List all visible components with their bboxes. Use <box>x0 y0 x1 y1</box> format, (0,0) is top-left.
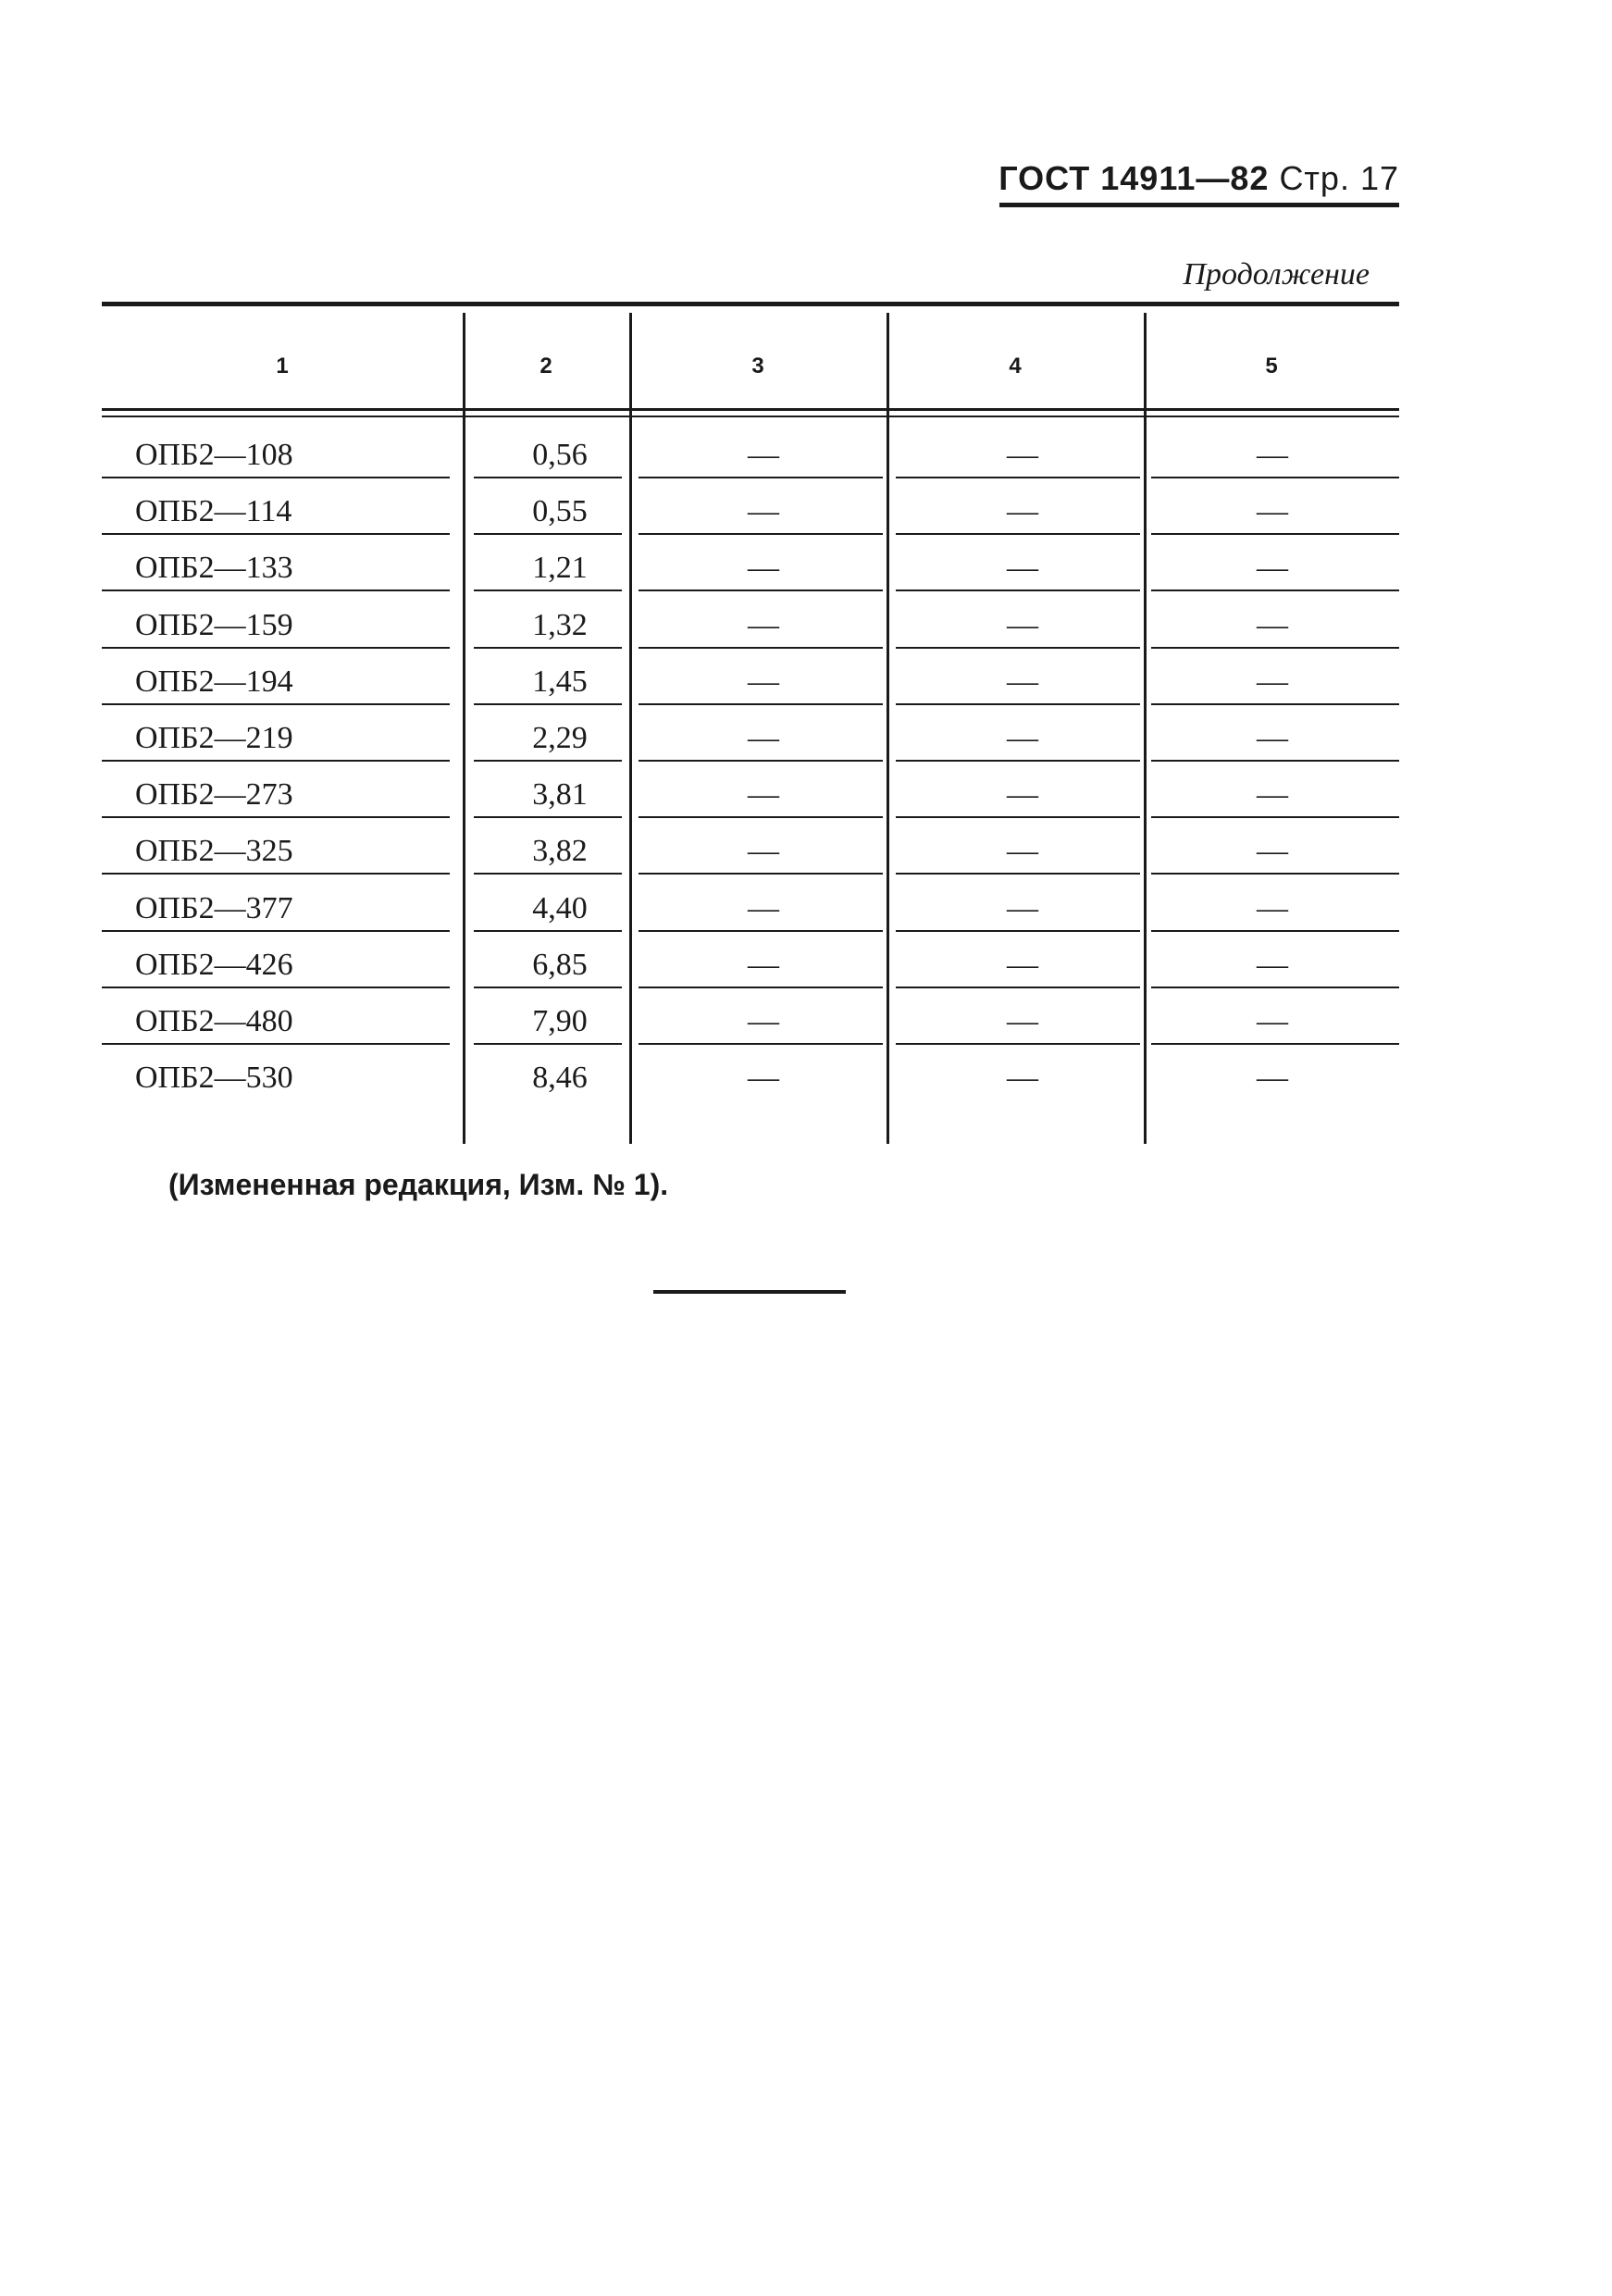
table-cell-col-4: — <box>1007 721 1038 755</box>
table-cell-col-4: — <box>1007 551 1038 586</box>
table-cell-col-4: — <box>1007 1061 1038 1096</box>
table-cell-col-2: 3,81 <box>532 777 588 813</box>
header-rule <box>999 203 1399 207</box>
table-cell-col-1: ОПБ2—377 <box>135 890 293 925</box>
table-cell-col-4: — <box>1007 834 1038 869</box>
table-row <box>102 818 1399 875</box>
column-header-2: 2 <box>539 354 552 379</box>
table-cell-col-5: — <box>1257 834 1288 869</box>
table-cell-col-2: 1,32 <box>532 607 588 642</box>
table-cell-col-1: ОПБ2—325 <box>135 834 293 869</box>
table-cell-col-2: 8,46 <box>532 1061 588 1096</box>
table-cell-col-4: — <box>1007 664 1038 699</box>
table-cell-col-4: — <box>1007 494 1038 529</box>
table-row <box>102 762 1399 818</box>
table-cell-col-2: 3,82 <box>532 834 588 869</box>
table-cell-col-3: — <box>748 890 779 925</box>
page-number: Стр. 17 <box>1279 159 1399 197</box>
table-cell-col-3: — <box>748 721 779 755</box>
table-cell-col-3: — <box>748 1004 779 1038</box>
table-cell-col-2: 7,90 <box>532 1004 588 1038</box>
header-rule-top <box>102 408 1399 411</box>
table-cell-col-4: — <box>1007 1004 1038 1038</box>
table-cell-col-3: — <box>748 494 779 529</box>
table-cell-col-2: 1,21 <box>532 551 588 586</box>
table-row <box>102 875 1399 932</box>
table-cell-col-2: 4,40 <box>532 890 588 925</box>
table-row <box>102 478 1399 535</box>
table-cell-col-3: — <box>748 834 779 869</box>
table-cell-col-5: — <box>1257 1061 1288 1096</box>
table-cell-col-5: — <box>1257 664 1288 699</box>
table-cell-col-3: — <box>748 438 779 472</box>
table-cell-col-1: ОПБ2—108 <box>135 438 293 472</box>
table-row <box>102 592 1399 649</box>
revision-note: (Измененная редакция, Изм. № 1). <box>168 1168 669 1201</box>
table-top-rule <box>102 302 1399 306</box>
standard-number: ГОСТ 14911—82 <box>998 159 1270 197</box>
continuation-label: Продолжение <box>1183 257 1370 292</box>
table-cell-col-5: — <box>1257 438 1288 472</box>
table-cell-col-2: 0,55 <box>532 494 588 529</box>
table-cell-col-1: ОПБ2—133 <box>135 551 293 586</box>
column-header-5: 5 <box>1265 354 1278 379</box>
table-cell-col-5: — <box>1257 947 1288 982</box>
table-cell-col-5: — <box>1257 890 1288 925</box>
table-cell-col-3: — <box>748 947 779 982</box>
table-cell-col-2: 6,85 <box>532 947 588 982</box>
table-cell-col-3: — <box>748 607 779 642</box>
table-cell-col-5: — <box>1257 1004 1288 1038</box>
table-cell-col-1: ОПБ2—114 <box>135 494 292 529</box>
table-cell-col-5: — <box>1257 721 1288 755</box>
table-row <box>102 422 1399 478</box>
table-cell-col-3: — <box>748 551 779 586</box>
table-cell-col-3: — <box>748 664 779 699</box>
table-row <box>102 705 1399 762</box>
table-row <box>102 535 1399 591</box>
table-cell-col-5: — <box>1257 494 1288 529</box>
column-header-4: 4 <box>1009 354 1022 379</box>
table-cell-col-2: 2,29 <box>532 721 588 755</box>
page-header <box>998 159 1399 198</box>
table-cell-col-4: — <box>1007 438 1038 472</box>
column-header-1: 1 <box>276 354 289 379</box>
table-cell-col-4: — <box>1007 777 1038 813</box>
table-cell-col-1: ОПБ2—426 <box>135 947 293 982</box>
table-cell-col-2: 0,56 <box>532 438 588 472</box>
data-table <box>102 302 1399 1144</box>
table-row <box>102 932 1399 988</box>
column-header-3: 3 <box>751 354 764 379</box>
table-cell-col-3: — <box>748 777 779 813</box>
table-cell-col-5: — <box>1257 551 1288 586</box>
table-cell-col-5: — <box>1257 607 1288 642</box>
table-row <box>102 988 1399 1045</box>
table-row <box>102 1045 1399 1101</box>
table-cell-col-2: 1,45 <box>532 664 588 699</box>
table-cell-col-1: ОПБ2—219 <box>135 721 293 755</box>
table-cell-col-4: — <box>1007 607 1038 642</box>
table-cell-col-1: ОПБ2—273 <box>135 777 293 813</box>
table-cell-col-1: ОПБ2—194 <box>135 664 293 699</box>
table-cell-col-4: — <box>1007 947 1038 982</box>
table-cell-col-5: — <box>1257 777 1288 813</box>
table-cell-col-1: ОПБ2—530 <box>135 1061 293 1096</box>
table-cell-col-1: ОПБ2—159 <box>135 607 293 642</box>
table-cell-col-1: ОПБ2—480 <box>135 1004 293 1038</box>
table-cell-col-4: — <box>1007 890 1038 925</box>
header-rule-bottom <box>102 416 1399 417</box>
end-rule <box>653 1290 846 1294</box>
table-row <box>102 649 1399 705</box>
table-cell-col-3: — <box>748 1061 779 1096</box>
